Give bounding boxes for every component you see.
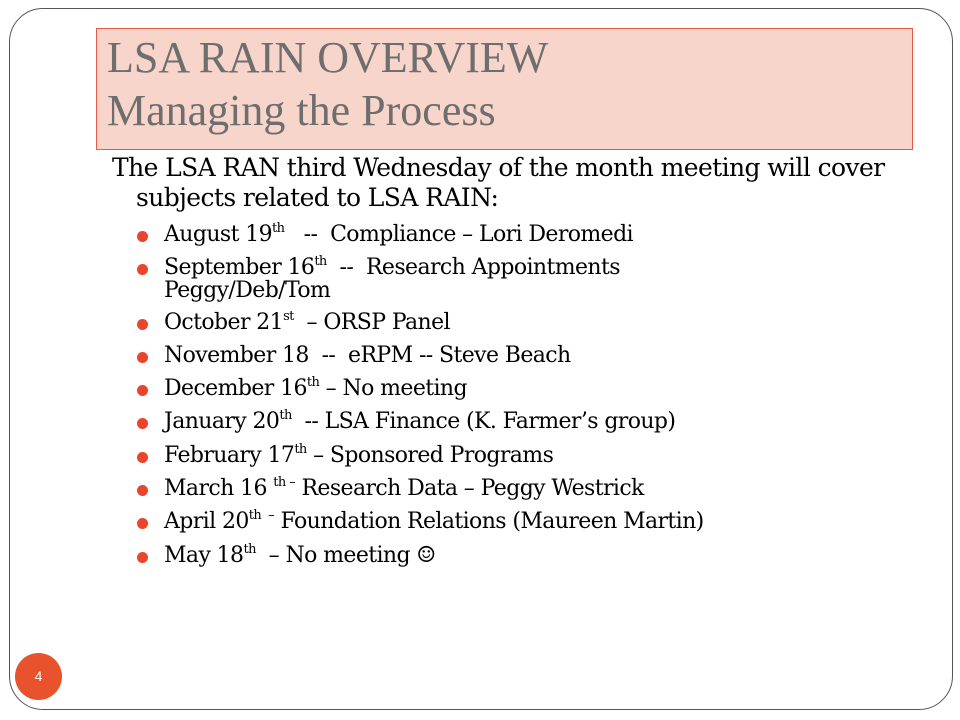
list-item [135, 408, 855, 436]
item-sup: th [243, 541, 256, 557]
item-date: November 18 -- eRPM -- Steve Beach [164, 342, 571, 368]
item-continuation: Peggy/Deb/Tom [164, 278, 331, 304]
title-box [96, 28, 913, 150]
title-line-1: LSA RAIN OVERVIEW [107, 33, 549, 82]
item-sup: st [283, 308, 294, 324]
item-text: -- Compliance – Lori Deromedi [284, 222, 633, 247]
item-date: August 19 [164, 222, 273, 247]
item-date: October 21 [164, 309, 284, 335]
bullet-icon [137, 231, 148, 242]
meeting-list [135, 221, 855, 575]
item-text: – Sponsored Programs [306, 442, 554, 468]
list-item [135, 221, 855, 249]
page-number-badge: 4 [15, 653, 62, 700]
bullet-icon [137, 552, 148, 563]
list-item [135, 375, 855, 403]
list-item [135, 508, 855, 536]
list-item [135, 309, 855, 337]
intro-text: The LSA RAN third Wednesday of the month meeting will cover subjects related to LSA RAIN: [112, 153, 885, 212]
item-text: Research Data – Peggy Westrick [295, 476, 644, 502]
list-item [135, 342, 855, 370]
bullet-icon [137, 485, 148, 496]
item-date: January 20 [164, 409, 280, 435]
bullet-icon [137, 352, 148, 363]
bullet-icon [137, 518, 148, 529]
list-item [135, 442, 855, 470]
item-text: – No meeting ☺ [255, 542, 436, 568]
bullet-icon [137, 452, 148, 463]
item-sup: th [294, 441, 307, 457]
bullet-icon [137, 418, 148, 429]
item-sup: th [306, 375, 320, 391]
title-line-2: Managing the Process [107, 86, 496, 135]
item-sup: th [279, 408, 292, 424]
bullet-icon [137, 385, 148, 396]
list-item [135, 542, 855, 570]
list-item [135, 475, 855, 503]
bullet-icon [137, 319, 148, 330]
item-date: May 18 [164, 542, 244, 568]
bullet-icon [137, 264, 148, 275]
item-text: Foundation Relations (Maureen Martin) [274, 509, 704, 535]
item-text: -- Research Appointments [326, 255, 620, 281]
item-date: September 16 [164, 255, 315, 281]
item-date: December 16 [164, 376, 307, 402]
list-item [135, 254, 855, 303]
item-date: February 17 [164, 442, 295, 468]
item-sup: th – [248, 508, 275, 524]
item-text: – ORSP Panel [293, 309, 450, 335]
item-date: April 20 [164, 509, 249, 535]
item-text: – No meeting [319, 376, 467, 402]
item-date: March 16 [164, 476, 274, 502]
item-sup: th [314, 254, 327, 270]
item-sup: th [272, 221, 285, 236]
item-text: -- LSA Finance (K. Farmer’s group) [291, 409, 676, 435]
item-sup: th – [273, 475, 296, 491]
